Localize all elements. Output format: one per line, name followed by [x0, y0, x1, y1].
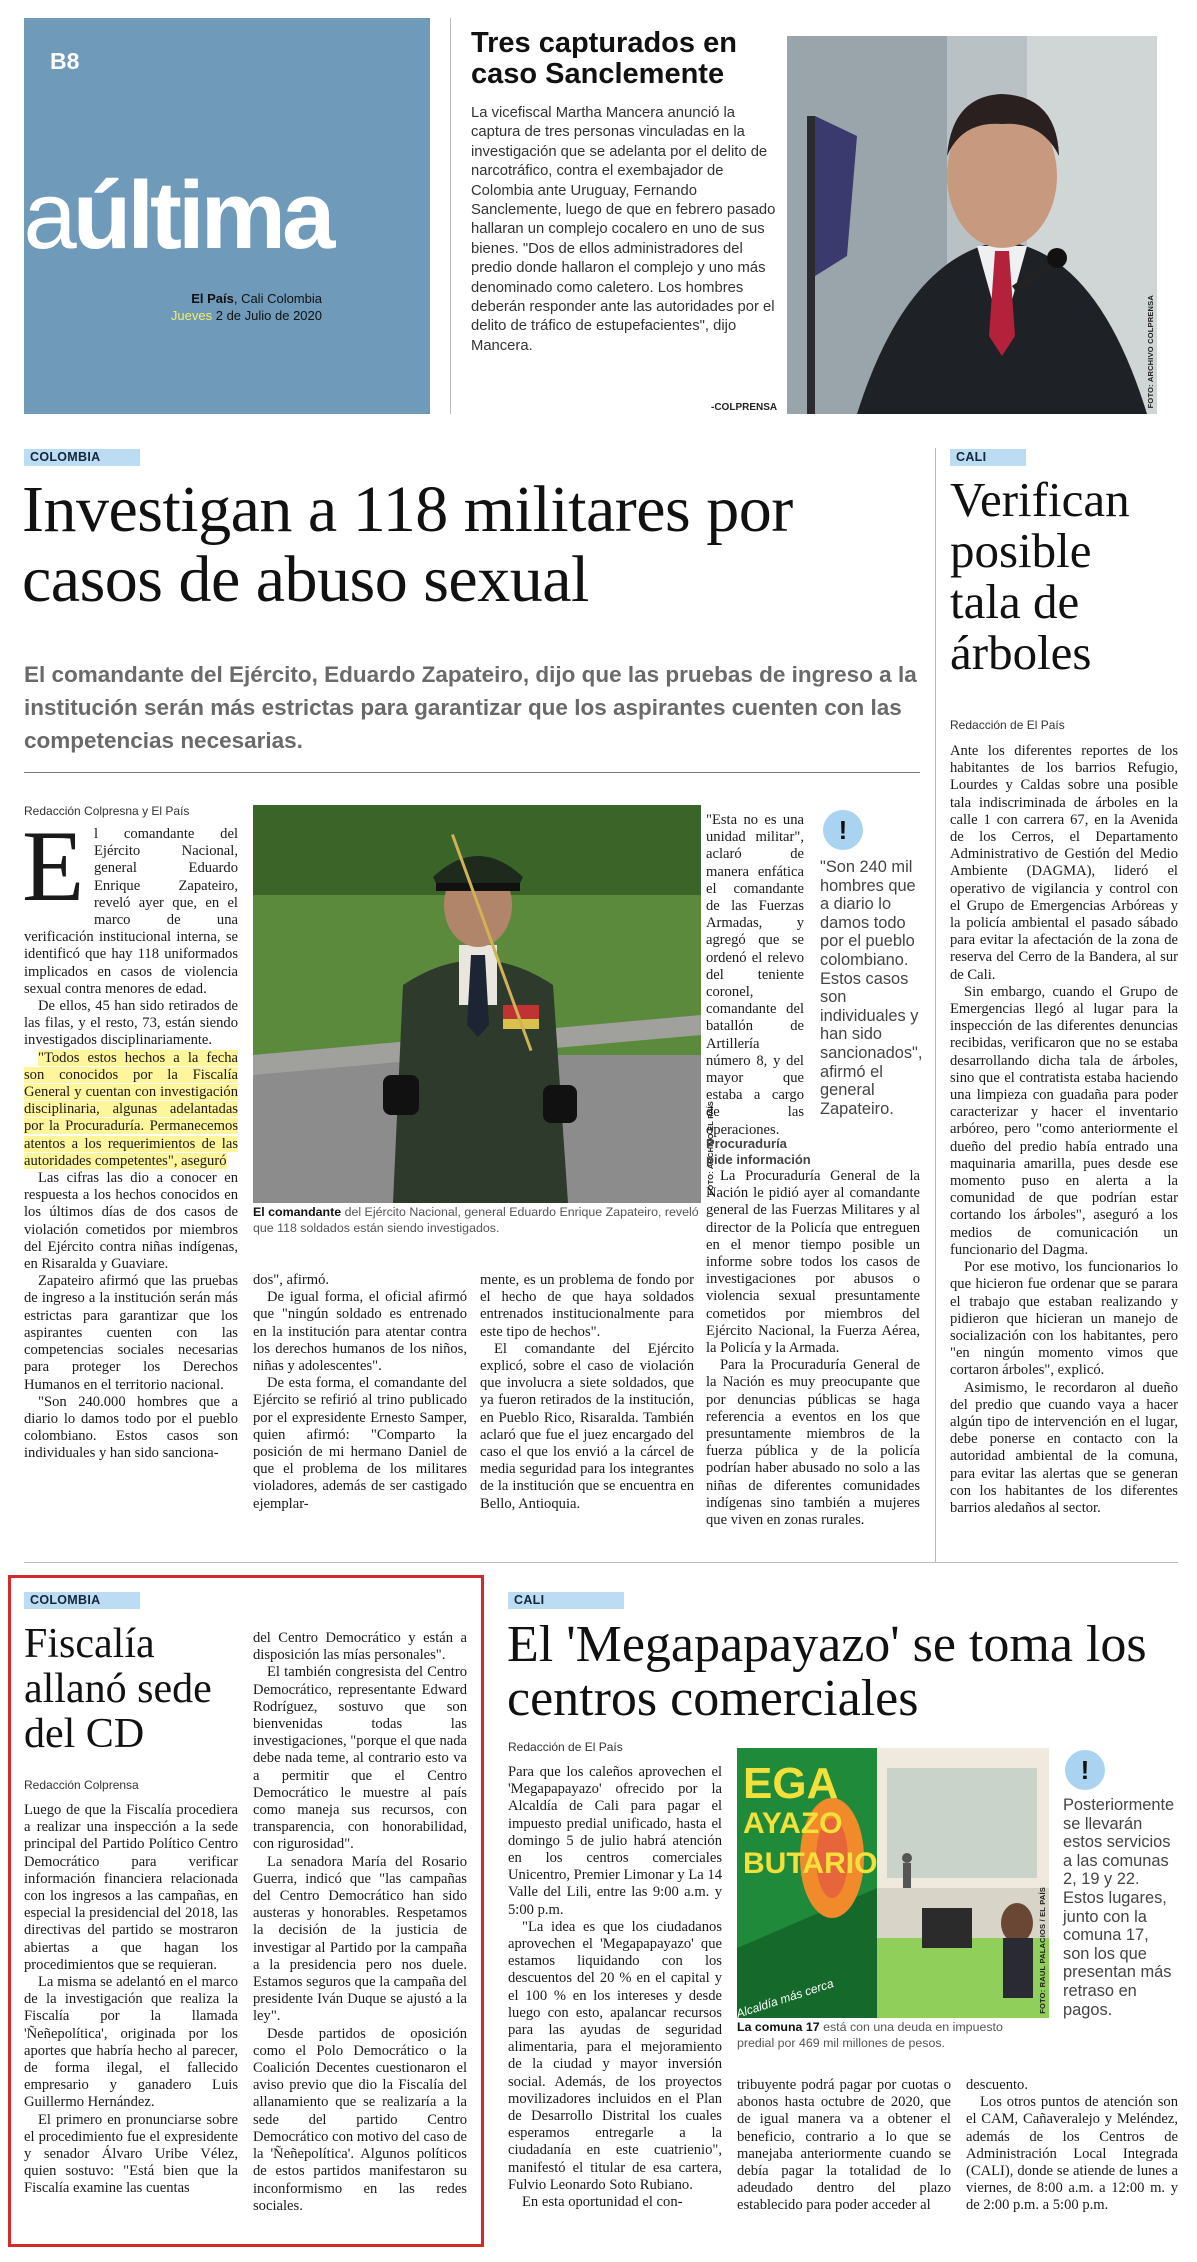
mall-story-col2 — [737, 2077, 951, 2215]
main-story-photo-caption — [253, 1205, 701, 1236]
banner-line-3: BUTARIO — [743, 1847, 878, 1880]
mall-photo-caption — [737, 2020, 1027, 2051]
mall-story-col2-paragraph-1: tribuyente podrá pagar por cuotas o abonos hasta octubre de 2020, que de igual manera va a obtener el beneficio, contrario a lo que se manejaba anteriormente cuando se debía pagar la totalidad de lo adeudado dentro del plazo establecido para poder acceder al — [737, 2077, 951, 2214]
speaker-photo-illustration — [787, 36, 1157, 414]
banner-slogan: Alcaldía más cerca — [734, 1976, 836, 2021]
main-story-col3-paragraph-2: El comandante del Ejército explicó, sobre el caso de violación que involucra a siete soldados, que ya fueron retirados de la institución, en Pueblo Rico, Risaralda. También aclaró que fue el juez encargado del caso el que los envió a la cárcel de media seguridad para los integrantes de la institución que se encuentra en Bello, Antioquia. — [480, 1340, 694, 1512]
cd-story-paragraph-5: El también congresista del Centro Democrático, representante Edward Rodríguez, sostuvo que son bienvenidas todas las investigaciones, "porque el que nada debe nada teme, al contrario esto va a permitir que el Centro Democrático le muestre al país como maneja sus recursos, con transparencia, con honorabilidad, con rigurosidad". — [253, 1664, 467, 1853]
main-story-byline: Redacción Colpresna y El País — [24, 804, 190, 818]
main-story-highlight-wrap — [24, 1050, 238, 1170]
side-story-paragraph-1: Ante los diferentes reportes de los habitantes de los barrios Refugio, Lourdes y Caldas sobre una posible tala indiscriminada de árboles en la calle 1 con carrera 67, en la Avenida de los Cerros, el Departamento Administrativo de Gestión del Medio Ambiente (DAGMA), lideró el operativo de vigilancia y control con el Grupo de Emergencias Arbóreas y la policía ambiental el pasado sábado para evitar la afectación de la zona de reserva del Cerro de la Bandera, al sur de Cali. — [950, 743, 1178, 983]
main-story-deck: El comandante del Ejército, Eduardo Zapateiro, dijo que las pruebas de ingreso a la institución serán más estrictas para garantizar que los aspirantes cuenten con las competencias necesarias. — [24, 662, 917, 753]
main-story-photo-credit: FOTO: ARCHIVO EL PAÍS — [706, 1100, 715, 1195]
mall-story-pullquote: Posteriormente se llevarán estos servicios a las comunas 2, 19 y 22. Estos lugares, junto con la comuna 17, son los que presentan más retraso en pagos. — [1063, 1796, 1175, 2019]
paper-name: El País — [191, 291, 234, 306]
city-name: , Cali Colombia — [233, 291, 322, 306]
section-divider — [24, 1562, 1178, 1563]
commander-photo-illustration — [253, 805, 701, 1203]
mall-story-quote-icon: ! — [1065, 1750, 1105, 1790]
masthead-edition — [171, 290, 322, 324]
date: 2 de Julio de 2020 — [212, 308, 322, 323]
main-story-kicker: COLOMBIA — [24, 449, 140, 466]
side-story-paragraph-3: Por ese motivo, los funcionarios lo que hicieron fue ordenar que se parara el trabajo que estaban realizando y pidieron que hicieran un manejo de socialización con los habitantes, pero "en ningún momento vimos que cortaron árboles", explicó. — [950, 1259, 1178, 1379]
main-story-col3 — [480, 1272, 694, 1513]
mall-banner-text — [743, 1759, 883, 1884]
main-story-paragraph-5: Zapateiro afirmó que las pruebas de ingreso a la institución serán más estrictas para garantizar que los aspirantes cuenten con las competencias sociales necesarias para proteger los Derechos Humanos en el territorio nacional. — [24, 1273, 238, 1393]
cd-story-paragraph-6: La senadora María del Rosario Guerra, indicó que "las campañas del Centro Democrático han sido austeras y honorables. Respetamos la decisión de la justicia de investigar al Partido por la campaña a la presidencia pero nos duele. Estamos seguros que la campaña del presidente Iván Duque se ajustó a la ley". — [253, 1853, 467, 2025]
side-story-body — [950, 743, 1178, 1517]
caption-lead: El comandante — [253, 1205, 342, 1219]
cd-story-paragraph-4: del Centro Democrático y están a disposición las mías personales". — [253, 1630, 467, 1664]
weekday: Jueves — [170, 308, 213, 323]
mall-story-kicker: CALI — [508, 1592, 624, 1609]
cd-story-paragraph-3: El primero en pronunciarse sobre el procedimiento fue el expresidente y senador Álvaro Uribe Vélez, quien sostuvo: "Está bien que la Fiscalía examine las cuentas — [24, 2111, 238, 2197]
top-story-body: La vicefiscal Martha Mancera anunció la captura de tres personas vinculadas en la investigación que se adelanta por el delito de narcotráfico, contra el exembajador de Colombia ante Uruguay, Fernando Sanclemente, luego de que en febrero pasado hallaran un complejo cocalero en uno de sus bienes. "Dos de ellos administradores del predio donde hallaron el complejo y uno más denominado como caletero. Los hombres deberán responder ante las autoridades por el delito de tráfico de estupefacientes", dijo Mancera. — [471, 105, 776, 354]
section-logo-ultima: última — [72, 162, 332, 269]
mall-story-headline: El 'Megapapayazo' se toma los centros comerciales — [507, 1616, 1147, 1727]
top-story-photo-credit: FOTO: ARCHIVO COLPRENSA — [1146, 294, 1155, 408]
main-story-paragraph-6: "Son 240.000 hombres que a diario lo damos todo por el pueblo colombiano. Estos casos son individuales y han sido sanciona- — [24, 1393, 238, 1462]
cd-story-col1 — [24, 1802, 238, 2198]
main-story-quote-icon: ! — [823, 810, 863, 850]
cd-story-kicker: COLOMBIA — [24, 1592, 140, 1609]
mall-story-col3 — [966, 2077, 1178, 2215]
column-divider — [935, 448, 936, 1563]
mall-story-byline: Redacción de El País — [508, 1740, 623, 1754]
section-logo-la: la — [6, 162, 73, 269]
cd-story-byline: Redacción Colprensa — [24, 1778, 139, 1792]
side-story-byline: Redacción de El País — [950, 718, 1065, 732]
section-logo — [6, 162, 332, 269]
main-story-col3-paragraph-1: mente, es un problema de fondo por el hecho de que haya soldados entrenados institucionalmente para este tipo de hechos". — [480, 1272, 694, 1340]
cd-story-paragraph-1: Luego de que la Fiscalía procediera a realizar una inspección a la sede principal del Partido Político Centro Democrático para verificar información financiera relacionada con los ingresos a las campañas, en especial la presidencial del 2018, las directivas del partido se mostraron abiertas a que hagan los procedimientos que se requieran. — [24, 1802, 238, 1973]
main-story-subhead-line2: pide información — [706, 1152, 811, 1167]
cd-story-paragraph-2: La misma se adelantó en el marco de la investigación que realiza la Fiscalía por la llamada 'Ñeñepolítica', originada por los aportes que habría hecho al parecer, de forma ilegal, el fallecido empresario y ganadero Luis Guillermo Hernández. — [24, 1974, 238, 2111]
cd-story-col2 — [253, 1630, 467, 2215]
main-story-subhead-line1: Procuraduría — [706, 1136, 787, 1151]
top-story-credit: -COLPRENSA — [711, 402, 778, 413]
main-story-col4-paragraph-3: Para la Procuraduría General de la Nación es muy preocupante que por denuncias públicas se haga referencia a eventos en los que presuntamente miembros de la fuerza pública y de la policía podrían haber abusado no solo a las niñas de diferentes comunidades indígenas sino también a mujeres que viven en zonas rurales. — [706, 1357, 920, 1529]
mall-story-col3-paragraph-2: Los otros puntos de atención son el CAM, Cañaveralejo y Meléndez, además de los Centros de Administración Local Integrada (CALI), donde se atiende de lunes a viernes, de 8:00 a.m. a 12:00 m. y de 2:00 p.m. a 5:00 p.m. — [966, 2094, 1178, 2214]
mall-story-photo — [734, 1748, 1049, 2021]
mall-story-col3-paragraph-1: descuento. — [966, 2077, 1029, 2093]
main-story-col4 — [706, 812, 804, 1139]
main-story-divider — [24, 772, 920, 773]
caption-text: del Ejército Nacional, general Eduardo Enrique Zapateiro, reveló que 118 soldados están siendo investigados. — [253, 1205, 699, 1235]
mall-caption-text: está con una deuda en impuesto predial por 469 mil millones de pesos. — [737, 2020, 1003, 2050]
top-story-photo — [787, 36, 1157, 414]
mall-story-paragraph-3: En esta oportunidad el con- — [522, 2194, 683, 2211]
banner-line-1: EGA — [743, 1759, 839, 1808]
mall-photo-credit: FOTO: RAUL PALACIOS / EL PAÍS — [1038, 1887, 1047, 2014]
main-story-col2-paragraph-1: dos", afirmó. — [253, 1272, 330, 1288]
cd-story-headline: Fiscalía allanó sede del CD — [24, 1621, 212, 1757]
main-story-col2-paragraph-3: De esta forma, el comandante del Ejército se refirió al trino publicado por el expresidente Ernesto Samper, quien afirmó: "Comparto la posición de mi hermano Daniel de que el problema de los militares violadores, además de ser castigado ejemplar- — [253, 1375, 467, 1512]
main-story-col2 — [253, 1272, 467, 1513]
main-story-col2-paragraph-2: De igual forma, el oficial afirmó que "ningún soldado es entrenado en la institución para atentar contra los derechos humanos de los niños, niñas y adolescentes". — [253, 1289, 467, 1375]
side-story-paragraph-2: Sin embargo, cuando el Grupo de Emergencias llegó al lugar para la inspección de las diferentes denuncias recibidas, verificaron que no se estaba desarrollando dicha tala de árboles, sino que el contratista estaba haciendo una limpieza con guadaña para poder caracterizar y hacer el inventario arbóreo, pero "como anteriormente el dueño del predio había entrado una maquinaria amarilla, pues desde ese momento puso en alerta a la comunidad de que podrían estar cortando los árboles", aseguró a los medios de comunicación un funcionario del Dagma. — [950, 983, 1178, 1258]
main-story-paragraph-4: Las cifras las dio a conocer en respuesta a los hechos conocidos en los últimos días de dos casos de violación cometidos por miembros del Ejército contra niñas indígenas, en Risaralda y Guaviare. — [24, 1170, 238, 1273]
main-story-pullquote: "Son 240 mil hombres que a diario lo damos todo por el pueblo colombiano. Estos casos son individuales y han sido sancionados", afirmó el general Zapateiro. — [820, 858, 923, 1118]
main-story-col4-paragraph-2: La Procuraduría General de la Nación le pidió ayer al comandante general de las Fuerzas Militares y al director de la Policía que entreguen en el menor tiempo posible un informe sobre todos los casos de investigaciones por abusos o violencia sexual presuntamente cometidos por miembros del Ejército Nacional, la Fuerza Aérea, la Policía y la Armada. — [706, 1168, 920, 1357]
page-number: B8 — [50, 48, 80, 74]
mall-story-col1 — [508, 1764, 722, 2211]
mall-story-paragraph-1: Para que los caleños aprovechen el 'Megapapayazo' ofrecido por la Alcaldía de Cali para pagar el impuesto predial unificado, hasta el domingo 5 de julio habrá atención en los centros comerciales Unicentro, Premier Limonar y La 14 Valle del Lili, entre las 9:00 a.m. y 5:00 p.m. — [508, 1764, 722, 1918]
main-story-subhead — [706, 1136, 920, 1168]
side-story-headline: Verifican posible tala de árboles — [950, 472, 1130, 680]
side-story-paragraph-4: Asimismo, le recordaron al dueño del predio que cuando vaya a hacer algún tipo de intervención en el lugar, debe ponerse en contacto con la autoridad ambiental de la comuna, para evitar las alertas que se generan con los habitantes de los diferentes barrios aledaños al sector. — [950, 1379, 1178, 1516]
banner-line-2: AYAZO — [743, 1807, 843, 1840]
main-story-paragraph-1: l comandante del Ejército Nacional, general Eduardo Enrique Zapateiro, reveló ayer que, en el marco de una verificación institucional interna, se identificó que hay 118 uniformados implicados en casos de violencia sexual contra menores de edad. — [24, 826, 238, 997]
main-story-photo — [253, 805, 715, 1203]
mall-caption-lead: La comuna 17 — [737, 2020, 820, 2034]
top-story-title: Tres capturados en caso Sanclemente — [471, 27, 737, 90]
dropcap: E — [22, 810, 85, 923]
main-story-col4b — [706, 1136, 920, 1529]
main-story-highlighted-quote: "Todos estos hechos a la fecha son conocidos por la Fiscalía General y cuentan con investigación disciplinaria, algunas adelantadas por la Procuraduría. Permanecemos atentos a los requerimientos de las autoridades competentes", aseguró — [24, 1049, 238, 1169]
side-story-kicker: CALI — [950, 449, 1026, 466]
mall-story-paragraph-2: "La idea es que los ciudadanos aprovechen el 'Megapapayazo' que estamos liquidando con los descuentos del 20 % en el capital y el 100 % en los intereses y desde luego con esto, apalancar recursos para las ayudas de seguridad alimentaria, para el mejoramiento de la ciudad y mayor inversión social. Además, de los proyectos movilizadores incluidos en el Plan de Desarrollo Distrital los cuales esperamos entregarle a la ciudadanía en este cuatrienio", manifestó el titular de esa cartera, Fulvio Leonardo Soto Rubiano. — [508, 1918, 722, 2193]
main-story-paragraph-2: De ellos, 45 han sido retirados de las filas, y el resto, 73, están siendo investigados disciplinariamente. — [24, 998, 238, 1049]
main-story-col4-paragraph-1: "Esta no es una unidad militar", aclaró de manera enfática el comandante de las Fuerzas Armadas, y agregó que se ordenó el relevo del teniente coronel, comandante del batallón de Artillería número 8, y del mayor que estaba a cargo de las operaciones. — [706, 812, 804, 1138]
main-story-headline: Investigan a 118 militares por casos de abuso sexual — [22, 473, 793, 616]
top-story — [450, 18, 1174, 414]
cd-story-paragraph-7: Desde partidos de oposición como el Polo Democrático o la Coalición Decentes cuestionaron el aviso previo que dio la Fiscalía del allanamiento que se realizaría a la sede del partido Centro Democrático con motivo del caso de la 'Ñeñepolítica'. Algunos políticos de estos partidos manifestaron su inconformismo en las redes sociales. — [253, 2025, 467, 2214]
section-masthead — [6, 18, 430, 414]
